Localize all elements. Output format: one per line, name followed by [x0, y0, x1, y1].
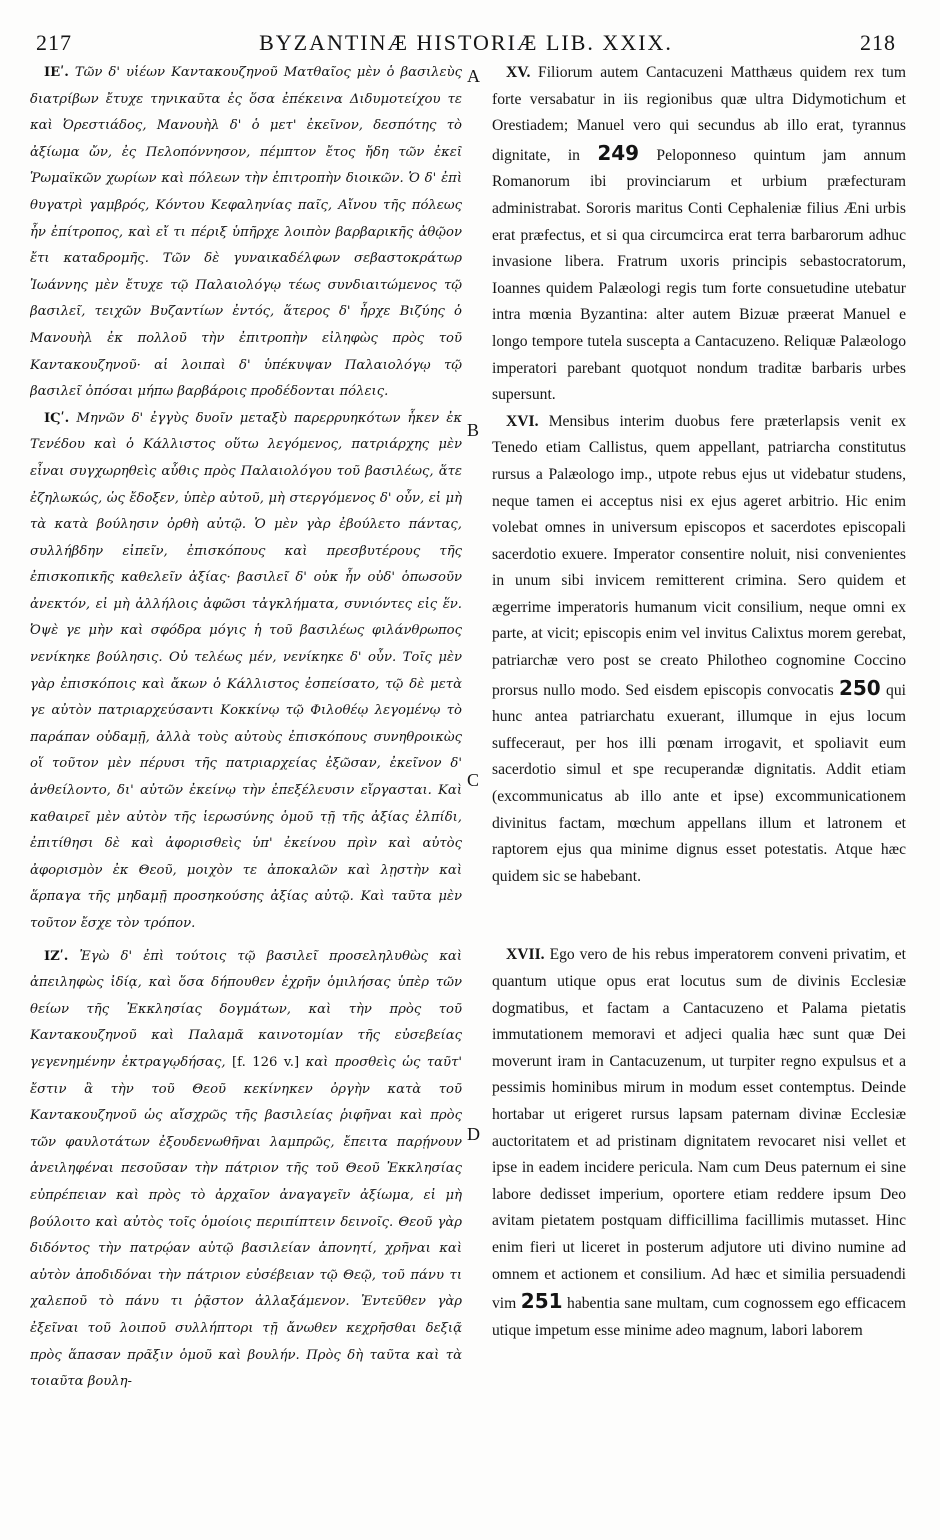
edition-page-marker: 251 [520, 1289, 563, 1314]
margin-letter-d: D [467, 1124, 480, 1144]
latin-section-17 [492, 942, 906, 1344]
section-text: Filiorum autem Cantacuzeni Matthæus quidem rex tum forte versabatur in iis regionibus quæ ultra Didymotichum et Orestiadem; Manuel vero qui secundus ab illo erat, tyrannus dignitate, in [492, 64, 906, 164]
greek-section-16 [30, 406, 462, 938]
section-text: Peloponneso quintum jam annum Romanorum ibi provinciarum et urbium præfecturam administrabat. Sororis maritus Conti Cephaleniæ filius Æni urbis erat præfectus, et si qua circumcirca erat terra barbarorum adhuc invasione libera. Fratrum uxoris principis sebastocratorum, Ioannes quidem Palæologi regis tum forte consuetudine utebatur intra mœnia Byzantina: alter autem Bizuæ præerat Manuel e longo tempore tutela suscepta a Cantacuzeno. Reliquæ Palæologo imperatori parebant quotquot nondum traditæ barbaris urbes supersunt. [492, 146, 906, 404]
page-number-left: 217 [36, 30, 72, 55]
section-text: habentia sane multam, cum cognossem ego efficacem utique impetum esse minime adeo magnum, labori laborem [492, 1295, 906, 1339]
latin-column [492, 60, 906, 1526]
latin-section-16 [492, 409, 906, 891]
latin-section-15 [492, 60, 906, 409]
section-text: Ἐγὼ δ' ἐπὶ τούτοις τῷ βασιλεῖ προσεληλυθὼς καὶ ἀπειληφὼς ἰδίᾳ, καὶ ὅσα δήπουθεν ἐχρῆν ὁμιλήσας ὑπὲρ τῶν θείων τῆς Ἐκκλησίας δογμάτων, καὶ τὴν πρὸς τοῦ Καντακουζηνοῦ καὶ Παλαμᾶ καινοτομίαν τῆς εὐσεβείας γεγενημένην ἐκτραγῳδήσας, [30, 948, 462, 1070]
section-text: qui hunc antea patriarchatu exuerant, illumque in ejus locum suffeceraut, per hos illi pœnam irrogavit, et spoliavit eum sacerdotio simul et spe recuperandæ dignitatis. Addit etiam (excommunicatus ab illo ante et ipse) excommunicationem divinitus factam, mœchum appellans illum et latronem et raptorem ejus qua minime dignus esset potestatis. Atque hæc quidem sic se habebant. [492, 681, 906, 885]
section-number: ΙΕʹ. [44, 65, 69, 80]
greek-section-17 [30, 944, 462, 1396]
section-text: καὶ προσθεὶς ὡς ταῦτ' ἔστιν ἃ τὴν τοῦ Θεοῦ κεκίνηκεν ὀργὴν κατὰ τοῦ Καντακουζηνοῦ ὡς αἴσχρῶς τῆς βασιλείας ῥιφῆναι καὶ πρὸς τῶν φαυλοτάτων ἐξουδενωθῆναι λαμπρῶς, ἔπειτα παρῄνουν ἀνειληφέναι πεσοῦσαν τὴν πάτριον τῆς τοῦ Θεοῦ Ἐκκλησίας εὐπρέπειαν καὶ πρὸς τὸ ἀρχαῖον ἀναγαγεῖν ἀξίωμα, εἰ μὴ βούλοιτο καὶ αὐτὸς τοῖς ὁμοίοις περιπίπτειν δεινοῖς. Θεοῦ γὰρ διδόντος τὴν πατρῴαν αὐτῷ βασιλείαν ἀπονητί, χρῆναι καὶ αὐτὸν ἀποδιδόναι τὴν πάτριον εὐσέβειαν τῷ Θεῷ, τοῦ πάνυ τι χαλεποῦ τὸ πάνυ τι ῥᾷστον ἀλλαξάμενον. Ἐντεῦθεν γὰρ ἐξεῖναι τοῦ λοιποῦ συλλήπτορι τῇ ἄνωθεν κεχρῆσθαι δεξιᾷ πρὸς ἅπασαν πρᾶξιν ὁμοῦ καὶ βουλήν. Πρὸς δὴ ταῦτα καὶ τὰ τοιαῦτα βουλη- [30, 1054, 462, 1390]
folio-reference: [f. 126 v.] [232, 1054, 300, 1070]
section-number: ΙϚʹ. [44, 410, 70, 426]
section-number: XVII. [506, 946, 545, 964]
section-text: Τῶν δ' υἱέων Καντακουζηνοῦ Ματθαῖος μὲν ὁ βασιλεὺς διατρίβων ἔτυχε τηνικαῦτα ἐς ὅσα ἐπέκεινα Διδυμοτείχου τε καὶ Ὀρεστιάδος, Μανουὴλ δ' ὁ μετ' ἐκεῖνον, δεσπότης τὸ ἀξίωμα ὤν, ἐς Πελοπόννησον, πέμπτον ἔτος ἤδη τῶν ἐκεῖ Ῥωμαϊκῶν χωρίων καὶ πόλεων τὴν ἐπιτροπὴν διοικῶν. Ὁ δ' ἐπὶ θυγατρὶ γαμβρός, Κόντου Κεφαληνίας παῖς, Αἴνου τῆς πόλεως ἦν ἐπίτροπος, καὶ εἴ τι πέριξ ὑπῆρχε λοιπὸν βαρβαρικῆς ἀθῷον ἔτι καταδρομῆς. Τῶν δὲ γυναικαδέλφων σεβαστοκράτωρ Ἰωάννης μὲν ἔτυχε τῷ Παλαιολόγῳ τέως συνδιαιτώμενος τῷ βασιλεῖ, τειχῶν Βυζαντίων ἐντός, ἅτερος δ' ἦρχε Βιζύης ὁ Μανουὴλ ἐκ πολλοῦ τὴν ἐπιτροπὴν εἰληφὼς πρὸς τοῦ Καντακουζηνοῦ· αἱ λοιπαὶ δ' ὑπέκυψαν Παλαιολόγῳ τῷ βασιλεῖ ὁπόσαι μήπω βαρβάροις προδέδονται πόλεις. [30, 65, 462, 400]
section-text: Ego vero de his rebus imperatorem conveni privatim, et quantum utique opus erat locutus sum de divinis Ecclesiæ dogmatibus, et factam a Cantacuzeno et Palama pietatis immutationem memoravi et adjeci qualia hæc sunt quæ Dei moverunt iram in Cantacuzenum, ut turpiter regno expulsus et a pessimis hominibus mirum in modum esset contemptus. Deinde hortabar ut erigeret rursus lapsam paternam divinæ Ecclesiæ auctoritatem et ad pristinam dignitatem revocaret nisi vellet et ipse in eadem incidere pericula. Nam cum Deus paternum ei sine labore dedisset imperium, oportere etiam reddere ipsum Deo avitam pietatem postquam difficillima facillimis mutasset. Hinc enim fieri ut liceret in posterum adjutore uti divino numine ad omnem et actionem et consilium. Ad hæc et similia persuadendi vim [492, 946, 906, 1313]
page-number-right: 218 [860, 30, 896, 55]
margin-letter-a: A [467, 66, 480, 86]
section-number: XVI. [506, 412, 539, 430]
running-title: BYZANTINÆ HISTORIÆ LIB. XXIX. [259, 30, 673, 55]
greek-section-15 [30, 60, 462, 406]
running-header [36, 30, 896, 64]
section-text: Μηνῶν δ' ἐγγὺς δυοῖν μεταξὺ παρερρυηκότων ἧκεν ἐκ Τενέδου καὶ ὁ Κάλλιστος οὕτω λεγόμενος, πατριάρχης μὲν εἶναι συγχωρηθεὶς αὖθις πρὸς Παλαιολόγου τοῦ βασιλέως, ἅτε ἐζηλωκώς, ὡς ἔδοξεν, ὑπὲρ αὐτοῦ, μὴ στεργόμενος δ' οὖν, εἰ μὴ τὰ κατὰ βούλησιν ὀρθὴ αὐτῷ. Ὁ μὲν γὰρ ἐβούλετο πάντας, συλλήβδην εἰπεῖν, ἐπισκόπους καὶ πρεσβυτέρους τῆς ἐπισκοπικῆς καθελεῖν ἀξίας· βασιλεῖ δ' οὐκ ἦν οὐδ' ὁπωσοῦν ἀνεκτόν, εἰ μὴ ἀλλήλοις ἀφῶσι τἀγκλήματα, συνιόντες εἰς ἕν. Ὀψὲ γε μὴν καὶ σφόδρα μόγις ἡ τοῦ βασιλέως φιλάνθρωπος νενίκηκε βούλησις. Οὐ τελέως μέν, νενίκηκε δ' οὖν. Τοῖς μὲν γὰρ ἐπισκόποις καὶ ἄκων ὁ Κάλλιστος ἐσπείσατο, τῷ δὲ μετὰ γε αὐτὸν πατριαρχεύσαντι Κοκκίνῳ τῷ Φιλοθέῳ λεγομένῳ τὸ παράπαν οὐδαμῇ, ἀλλὰ τοὺς αὐτοὺς ἐπισκόπους συνηθροικὼς οἵ τοῦτον μὲν πέρυσι τῆς πατριαρχείας ἐξῶσαν, ἐκεῖνον δ' ἀνθείλοντο, δι' αὐτῶν ἐκείνῳ τὴν ἐπεξέλευσιν εἴργασται. Καὶ καθαιρεῖ μὲν αὐτὸν τῆς ἱερωσύνης ὁμοῦ τῇ τῆς ἀξίας ἐλπίδι, ἐπιτίθησι δὲ καὶ ἀφορισθεὶς ὑπ' ἐκείνου πρὶν καὶ αὐτὸς ἀφορισμὸν ἐκ Θεοῦ, μοιχὸν τε ἀποκαλῶν καὶ λῃστὴν καὶ ἅρπαγα τῆς μηδαμῇ προσηκούσης ἀξίας αὐτῷ. Καὶ ταῦτα μὲν τοῦτον ἔσχε τὸν τρόπον. [30, 410, 462, 931]
margin-letter-c: C [467, 770, 480, 790]
section-text: Mensibus interim duobus fere præterlapsis venit ex Tenedo etiam Callistus, quem appellant, patriarcha constitutus rursus a Palæologo imp., utpote rebus ejus ut videbatur studens, neque tamen ei acceptus nisi ex ejus ageret arbitrio. Hic enim volebat omnes in universum episcopos et sacerdotes episcopali sacerdotio exuere. Imperator consentire noluit, nisi convenientes in unum sibi invicem remitterent crimina. Sero quidem et ægerrime imperatoris humanum vicit consilium, neque omni ex parte, at vicit; episcopis enim vel invitus Calixtus morem gerebat, patriarchæ vero post se creato Philotheo cognomine Coccino prorsus nullo modo. Sed eisdem episcopis convocatis [492, 412, 906, 699]
margin-letter-b: B [467, 420, 480, 440]
edition-page-marker: 249 [597, 140, 640, 165]
edition-page-marker: 250 [838, 675, 881, 700]
greek-column [30, 60, 462, 1526]
section-number: ΙΖʹ. [44, 948, 69, 964]
section-number: XV. [506, 64, 531, 81]
